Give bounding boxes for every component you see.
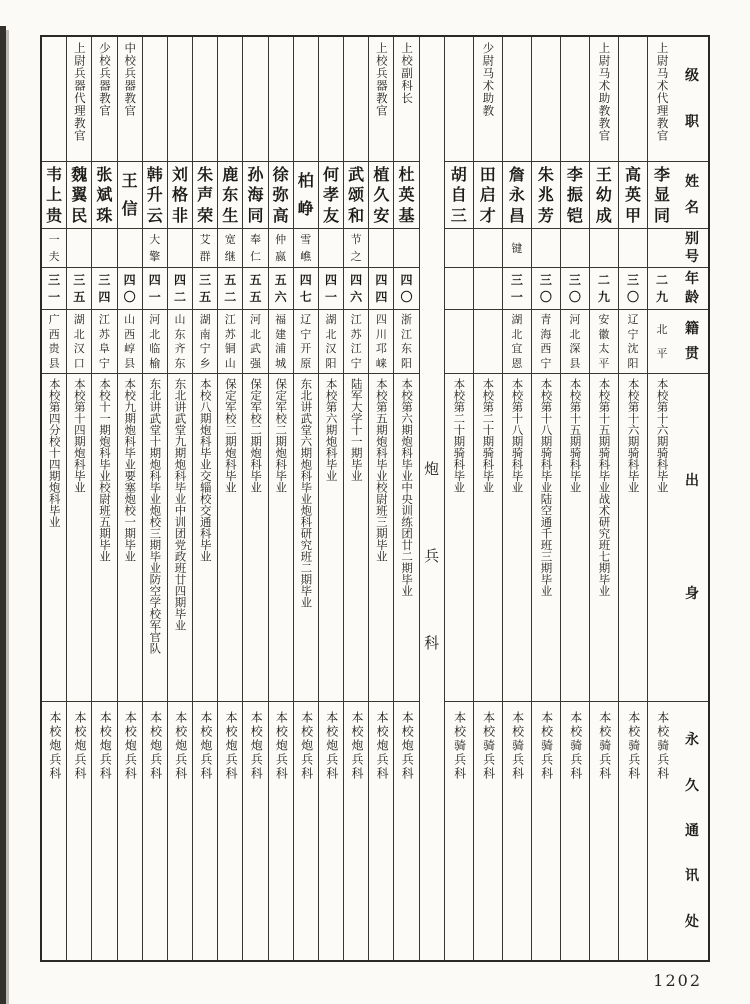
- cell-name: 孙 海 同: [243, 162, 267, 229]
- cell-address: 本校炮兵科: [73, 711, 88, 781]
- cell-age: 四 二: [168, 268, 192, 310]
- table-column-person: [293, 37, 318, 960]
- cell-alias: [474, 229, 502, 268]
- cell-rank: [532, 37, 560, 162]
- table-column-person: [66, 37, 91, 960]
- cell-origin: 浙 江 东 阳: [394, 310, 418, 374]
- cell-rank: 少尉马术助教: [474, 37, 502, 162]
- table-column-person: [647, 37, 676, 960]
- cell-alias: 大 擎: [143, 229, 167, 268]
- cell-background: 本校第十四期炮科毕业: [67, 374, 91, 702]
- scan-edge-shadow-light: [6, 30, 9, 1004]
- cell-background: 本校十一期炮科毕业校尉班五期毕业: [92, 374, 116, 702]
- cell-background: 本校第十八期骑科毕业: [503, 374, 531, 702]
- cell-name: 何 孝 友: [319, 162, 343, 229]
- cell-age: 四 〇: [394, 268, 418, 310]
- cell-name: 高 英 甲: [619, 162, 647, 229]
- cell-alias: [648, 229, 676, 268]
- cell-origin: 四 川 邛 崃: [369, 310, 393, 374]
- cell-background: 本校第六期炮科毕业中央训练团廿二期毕业: [394, 374, 418, 702]
- cell-age: 三 一: [503, 268, 531, 310]
- cell-origin: 辽 宁 开 原: [294, 310, 318, 374]
- cell-name: 柏 峥: [294, 162, 318, 229]
- cell-address: 本校炮兵科: [173, 711, 188, 781]
- cell-origin: 湖 北 汉 口: [67, 310, 91, 374]
- cell-alias: [561, 229, 589, 268]
- cell-alias: 一 夫: [42, 229, 66, 268]
- cell-rank: 上尉马术助教教官: [590, 37, 618, 162]
- table-column-person: [217, 37, 242, 960]
- cell-age: 二 九: [648, 268, 676, 310]
- cell-origin: 青 海 西 宁: [532, 310, 560, 374]
- cell-address: 本校炮兵科: [349, 711, 364, 781]
- page-number: 1202: [653, 971, 702, 990]
- header-cell-rank: 级 职: [676, 37, 708, 162]
- cell-background: 本校第二十期骑科毕业: [474, 374, 502, 702]
- cell-address: 本校炮兵科: [375, 711, 390, 781]
- cell-name: 魏 翼 民: [67, 162, 91, 229]
- cell-background: 东北讲武堂九期炮科毕业中训团党政班廿四期毕业: [168, 374, 192, 702]
- cell-age: 四 〇: [118, 268, 142, 310]
- cell-alias: 宽 继: [218, 229, 242, 268]
- cell-alias: [319, 229, 343, 268]
- cell-background: 本校第四分校十四期炮科毕业: [42, 374, 66, 702]
- table-column-person: [343, 37, 368, 960]
- table-column-person: [242, 37, 267, 960]
- cell-origin: 福 建 浦 城: [269, 310, 293, 374]
- cell-background: 保定军校二期炮科毕业: [218, 374, 242, 702]
- table-column-person: [560, 37, 589, 960]
- cell-origin: 安 徽 太 平: [590, 310, 618, 374]
- cell-rank: 中校兵器教官: [118, 37, 142, 162]
- cell-alias: [168, 229, 192, 268]
- cell-alias: [590, 229, 618, 268]
- cell-age: 四 一: [143, 268, 167, 310]
- cell-origin: 广 西 贵 县: [42, 310, 66, 374]
- cell-age: 四 六: [344, 268, 368, 310]
- cell-address: 本校炮兵科: [324, 711, 339, 781]
- cell-address: 本校炮兵科: [198, 711, 213, 781]
- cell-rank: [218, 37, 242, 162]
- cell-age: 三 五: [193, 268, 217, 310]
- cell-background: 本校第十八期骑科毕业陆空通千班三期毕业: [532, 374, 560, 702]
- cell-origin: 湖 北 宜 恩: [503, 310, 531, 374]
- cell-rank: [294, 37, 318, 162]
- cell-background: 本校第二十期骑科毕业: [445, 374, 473, 702]
- cell-rank: [42, 37, 66, 162]
- cell-origin: 北 平: [648, 310, 676, 374]
- cell-alias: 雪 嶕: [294, 229, 318, 268]
- cell-name: 詹 永 昌: [503, 162, 531, 229]
- cell-background: 陆军大学十一期毕业: [344, 374, 368, 702]
- cell-address: 本校炮兵科: [400, 711, 415, 781]
- cell-name: 韩 升 云: [143, 162, 167, 229]
- cell-alias: [92, 229, 116, 268]
- table-column-person: [531, 37, 560, 960]
- cell-address: 本校骑兵科: [626, 711, 641, 781]
- table-column-person: [368, 37, 393, 960]
- header-column: [676, 37, 708, 960]
- cell-name: 鹿 东 生: [218, 162, 242, 229]
- cell-name: 张 斌 珠: [92, 162, 116, 229]
- cell-age: 五 五: [243, 268, 267, 310]
- cell-background: 本校第六期炮科毕业: [319, 374, 343, 702]
- cell-origin: 河 北 武 强: [243, 310, 267, 374]
- cell-origin: 湖 南 宁 乡: [193, 310, 217, 374]
- table-column-person: [444, 37, 473, 960]
- cell-rank: [319, 37, 343, 162]
- cell-age: 五 二: [218, 268, 242, 310]
- header-cell-name: 姓 名: [676, 162, 708, 229]
- cell-alias: 节 之: [344, 229, 368, 268]
- table-column-person: [318, 37, 343, 960]
- cell-background: 本校第十五期骑科毕业: [561, 374, 589, 702]
- cell-age: 三 五: [67, 268, 91, 310]
- section-divider-label: 炮 兵 科: [424, 460, 440, 652]
- cell-background: 本校第十六期骑科毕业: [619, 374, 647, 702]
- cell-rank: [445, 37, 473, 162]
- header-cell-origin: 籍 贯: [676, 310, 708, 374]
- cell-name: 李 显 同: [648, 162, 676, 229]
- cell-origin: [445, 310, 473, 374]
- cell-alias: 奉 仁: [243, 229, 267, 268]
- cell-rank: [344, 37, 368, 162]
- cell-address: 本校炮兵科: [249, 711, 264, 781]
- cell-origin: 山 东 齐 东: [168, 310, 192, 374]
- cell-name: 植 久 安: [369, 162, 393, 229]
- cell-origin: 江 苏 阜 宁: [92, 310, 116, 374]
- cell-alias: [532, 229, 560, 268]
- cell-background: 东北讲武堂十期炮科毕业炮校三期毕业防空学校军官队: [143, 374, 167, 702]
- cell-name: 胡 自 三: [445, 162, 473, 229]
- cell-rank: [243, 37, 267, 162]
- cell-rank: 上校兵器教官: [369, 37, 393, 162]
- cell-name: 王 幼 成: [590, 162, 618, 229]
- cell-rank: 上尉马术代理教官: [648, 37, 676, 162]
- table-column-person: [473, 37, 502, 960]
- cell-rank: 少校兵器教官: [92, 37, 116, 162]
- cell-background: 保定军校二期炮科毕业: [243, 374, 267, 702]
- table-column-person: [167, 37, 192, 960]
- cell-alias: 键: [503, 229, 531, 268]
- cell-name: 杜 英 基: [394, 162, 418, 229]
- cell-alias: [67, 229, 91, 268]
- table-column-person: [268, 37, 293, 960]
- cell-address: 本校炮兵科: [98, 711, 113, 781]
- cell-age: 四 七: [294, 268, 318, 310]
- cell-name: 王 信: [118, 162, 142, 229]
- cell-rank: [561, 37, 589, 162]
- header-cell-background: 出 身: [676, 374, 708, 702]
- cell-age: 三 〇: [561, 268, 589, 310]
- cell-background: 本校八期炮科毕业交辎校交通科毕业: [193, 374, 217, 702]
- cell-address: 本校炮兵科: [123, 711, 138, 781]
- cell-name: 韦 上 贵: [42, 162, 66, 229]
- cell-rank: [269, 37, 293, 162]
- table-column-person: [393, 37, 418, 960]
- cell-origin: 山 西 崞 县: [118, 310, 142, 374]
- header-cell-address: 永 久 通 讯 处: [685, 732, 699, 930]
- cell-age: 五 六: [269, 268, 293, 310]
- cell-rank: 上尉兵器代理教官: [67, 37, 91, 162]
- cell-rank: [168, 37, 192, 162]
- cell-alias: [118, 229, 142, 268]
- cell-address: 本校炮兵科: [148, 711, 163, 781]
- cell-alias: 艾 群: [193, 229, 217, 268]
- cell-address: 本校炮兵科: [224, 711, 239, 781]
- cell-name: 徐 弥 高: [269, 162, 293, 229]
- cell-address: 本校骑兵科: [568, 711, 583, 781]
- cell-background: 本校第十五期骑科毕业战术研究班七期毕业: [590, 374, 618, 702]
- cell-rank: [503, 37, 531, 162]
- cell-origin: 江 苏 江 宁: [344, 310, 368, 374]
- table-column-person: [117, 37, 142, 960]
- cell-age: 三 〇: [532, 268, 560, 310]
- cell-address: 本校骑兵科: [481, 711, 496, 781]
- cell-origin: 辽 宁 沈 阳: [619, 310, 647, 374]
- cell-background: 东北讲武堂六期炮科毕业炮科研究班二期毕业: [294, 374, 318, 702]
- cell-name: 朱 兆 芳: [532, 162, 560, 229]
- roster-table: [40, 35, 710, 962]
- cell-rank: [143, 37, 167, 162]
- cell-age: 四 一: [319, 268, 343, 310]
- table-column-person: [42, 37, 66, 960]
- cell-alias: [445, 229, 473, 268]
- cell-address: 本校骑兵科: [510, 711, 525, 781]
- cell-background: 本校第十六期骑科毕业: [648, 374, 676, 702]
- cell-name: 李 振 铠: [561, 162, 589, 229]
- cell-address: 本校骑兵科: [597, 711, 612, 781]
- table-column-person: [589, 37, 618, 960]
- table-column-person: [192, 37, 217, 960]
- cell-name: 武 颂 和: [344, 162, 368, 229]
- cell-alias: 仲 嬴: [269, 229, 293, 268]
- cell-name: 田 启 才: [474, 162, 502, 229]
- cell-alias: [369, 229, 393, 268]
- cell-name: 刘 格 非: [168, 162, 192, 229]
- cell-rank: [193, 37, 217, 162]
- cell-alias: [619, 229, 647, 268]
- cell-background: 保定军校二期炮科毕业: [269, 374, 293, 702]
- cell-age: [445, 268, 473, 310]
- cell-address: 本校骑兵科: [452, 711, 467, 781]
- cell-origin: 湖 北 汉 阳: [319, 310, 343, 374]
- header-cell-age: 年 龄: [676, 268, 708, 310]
- cell-origin: 江 苏 铜 山: [218, 310, 242, 374]
- cell-address: 本校骑兵科: [655, 711, 670, 781]
- cell-address: 本校炮兵科: [47, 711, 62, 781]
- cell-background: 本校九期炮科毕业要塞炮校一期毕业: [118, 374, 142, 702]
- cell-age: 三 〇: [619, 268, 647, 310]
- cell-origin: [474, 310, 502, 374]
- cell-name: 朱 声 荣: [193, 162, 217, 229]
- table-column-person: [618, 37, 647, 960]
- cell-rank: 上校副科长: [394, 37, 418, 162]
- cell-age: 四 四: [369, 268, 393, 310]
- cell-address: 本校炮兵科: [274, 711, 289, 781]
- table-column-person: [142, 37, 167, 960]
- cell-origin: 河 北 临 榆: [143, 310, 167, 374]
- cell-background: 本校第五期炮科毕业校尉班三期毕业: [369, 374, 393, 702]
- cell-age: [474, 268, 502, 310]
- cell-origin: 河 北 深 县: [561, 310, 589, 374]
- cell-address: 本校炮兵科: [299, 711, 314, 781]
- cell-age: 二 九: [590, 268, 618, 310]
- table-column-person: [502, 37, 531, 960]
- cell-alias: [394, 229, 418, 268]
- cell-age: 三 一: [42, 268, 66, 310]
- header-cell-alias: 别 号: [676, 229, 708, 268]
- table-column-person: [91, 37, 116, 960]
- cell-address: 本校骑兵科: [539, 711, 554, 781]
- section-divider-column: [419, 37, 444, 960]
- cell-rank: [619, 37, 647, 162]
- cell-age: 三 四: [92, 268, 116, 310]
